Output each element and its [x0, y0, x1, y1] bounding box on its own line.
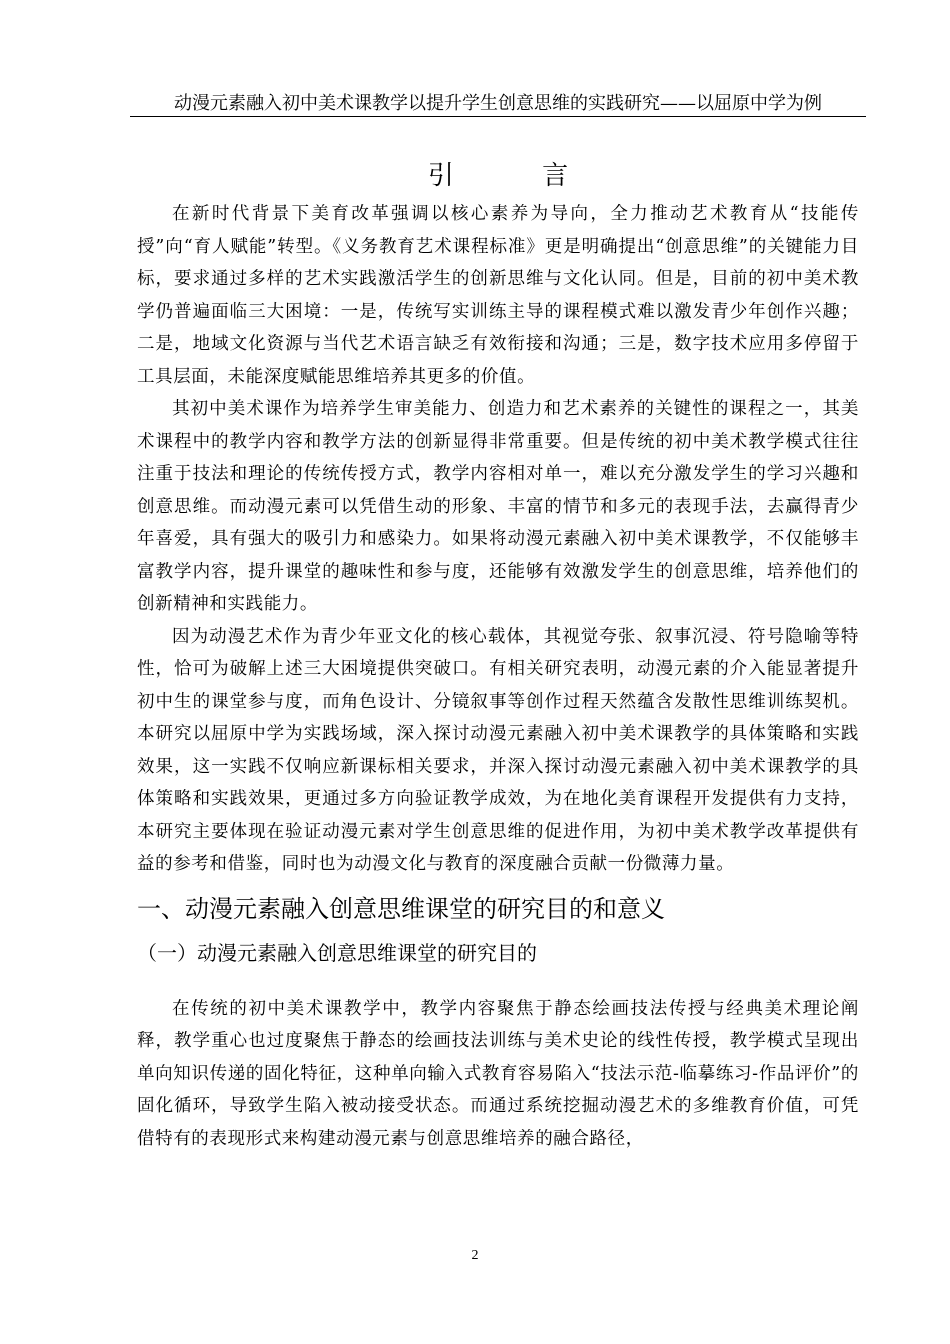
intro-paragraph-3: 因为动漫艺术作为青少年亚文化的核心载体，其视觉夸张、叙事沉浸、符号隐喻等特性，恰可为破解上述三大困境提供突破口。有相关研究表明，动漫元素的介入能显著提升初中生的课堂参与度，而角色设计、分镜叙事等创作过程天然蕴含发散性思维训练契机。本研究以屈原中学为实践场域，深入探讨动漫元素融入初中美术课教学的具体策略和实践效果，这一实践不仅响应新课标相关要求，并深入探讨动漫元素融入初中美术课教学的具体策略和实践效果，更通过多方向验证教学成效，为在地化美育课程开发提供有力支持，本研究主要体现在验证动漫元素对学生创意思维的促进作用，为初中美术教学改革提供有益的参考和借鉴，同时也为动漫文化与教育的深度融合贡献一份微薄力量。: [137, 626, 859, 874]
page-number: 2: [471, 1248, 479, 1263]
running-header: 动漫元素融入初中美术课教学以提升学生创意思维的实践研究——以屈原中学为例: [174, 93, 822, 114]
introduction-title: 引 言: [427, 161, 609, 191]
section-1-paragraph-1: 在传统的初中美术课教学中，教学内容聚焦于静态绘画技法传授与经典美术理论阐释，教学重心也过度聚焦于静态的绘画技法训练与美术史论的线性传授，教学模式呈现出单向知识传递的固化特征，这种单向输入式教育容易陷入“技法示范-临摹练习-作品评价”的固化循环，导致学生陷入被动接受状态。而通过系统挖掘动漫艺术的多维教育价值，可凭借特有的表现形式来构建动漫元素与创意思维培养的融合路径，: [137, 998, 859, 1149]
intro-paragraph-2: 其初中美术课作为培养学生审美能力、创造力和艺术素养的关键性的课程之一，其美术课程中的教学内容和教学方法的创新显得非常重要。但是传统的初中美术教学模式往往注重于技法和理论的传统传授方式，教学内容相对单一，难以充分激发学生的学习兴趣和创意思维。而动漫元素可以凭借生动的形象、丰富的情节和多元的表现手法，去赢得青少年喜爱，具有强大的吸引力和感染力。如果将动漫元素融入初中美术课教学，不仅能够丰富教学内容，提升课堂的趣味性和参与度，还能够有效激发学生的创意思维，培养他们的创新精神和实践能力。: [137, 399, 859, 614]
page-body: [137, 150, 859, 1155]
intro-paragraph-1: 在新时代背景下美育改革强调以核心素养为导向，全力推动艺术教育从“技能传授”向“育人赋能”转型。《义务教育艺术课程标准》更是明确提出“创意思维”的关键能力目标，要求通过多样的艺术实践激活学生的创新思维与文化认同。但是，目前的初中美术教学仍普遍面临三大困境：一是，传统写实训练主导的课程模式难以激发青少年创作兴趣；二是，地域文化资源与当代艺术语言缺乏有效衔接和沟通；三是，数字技术应用多停留于工具层面，未能深度赋能思维培养其更多的价值。: [137, 204, 859, 387]
section-1-heading: （一）动漫元素融入创意思维课堂的研究目的: [137, 940, 537, 965]
chapter-1-heading: 一、动漫元素融入创意思维课堂的研究目的和意义: [137, 894, 665, 923]
header-rule: [130, 116, 866, 117]
